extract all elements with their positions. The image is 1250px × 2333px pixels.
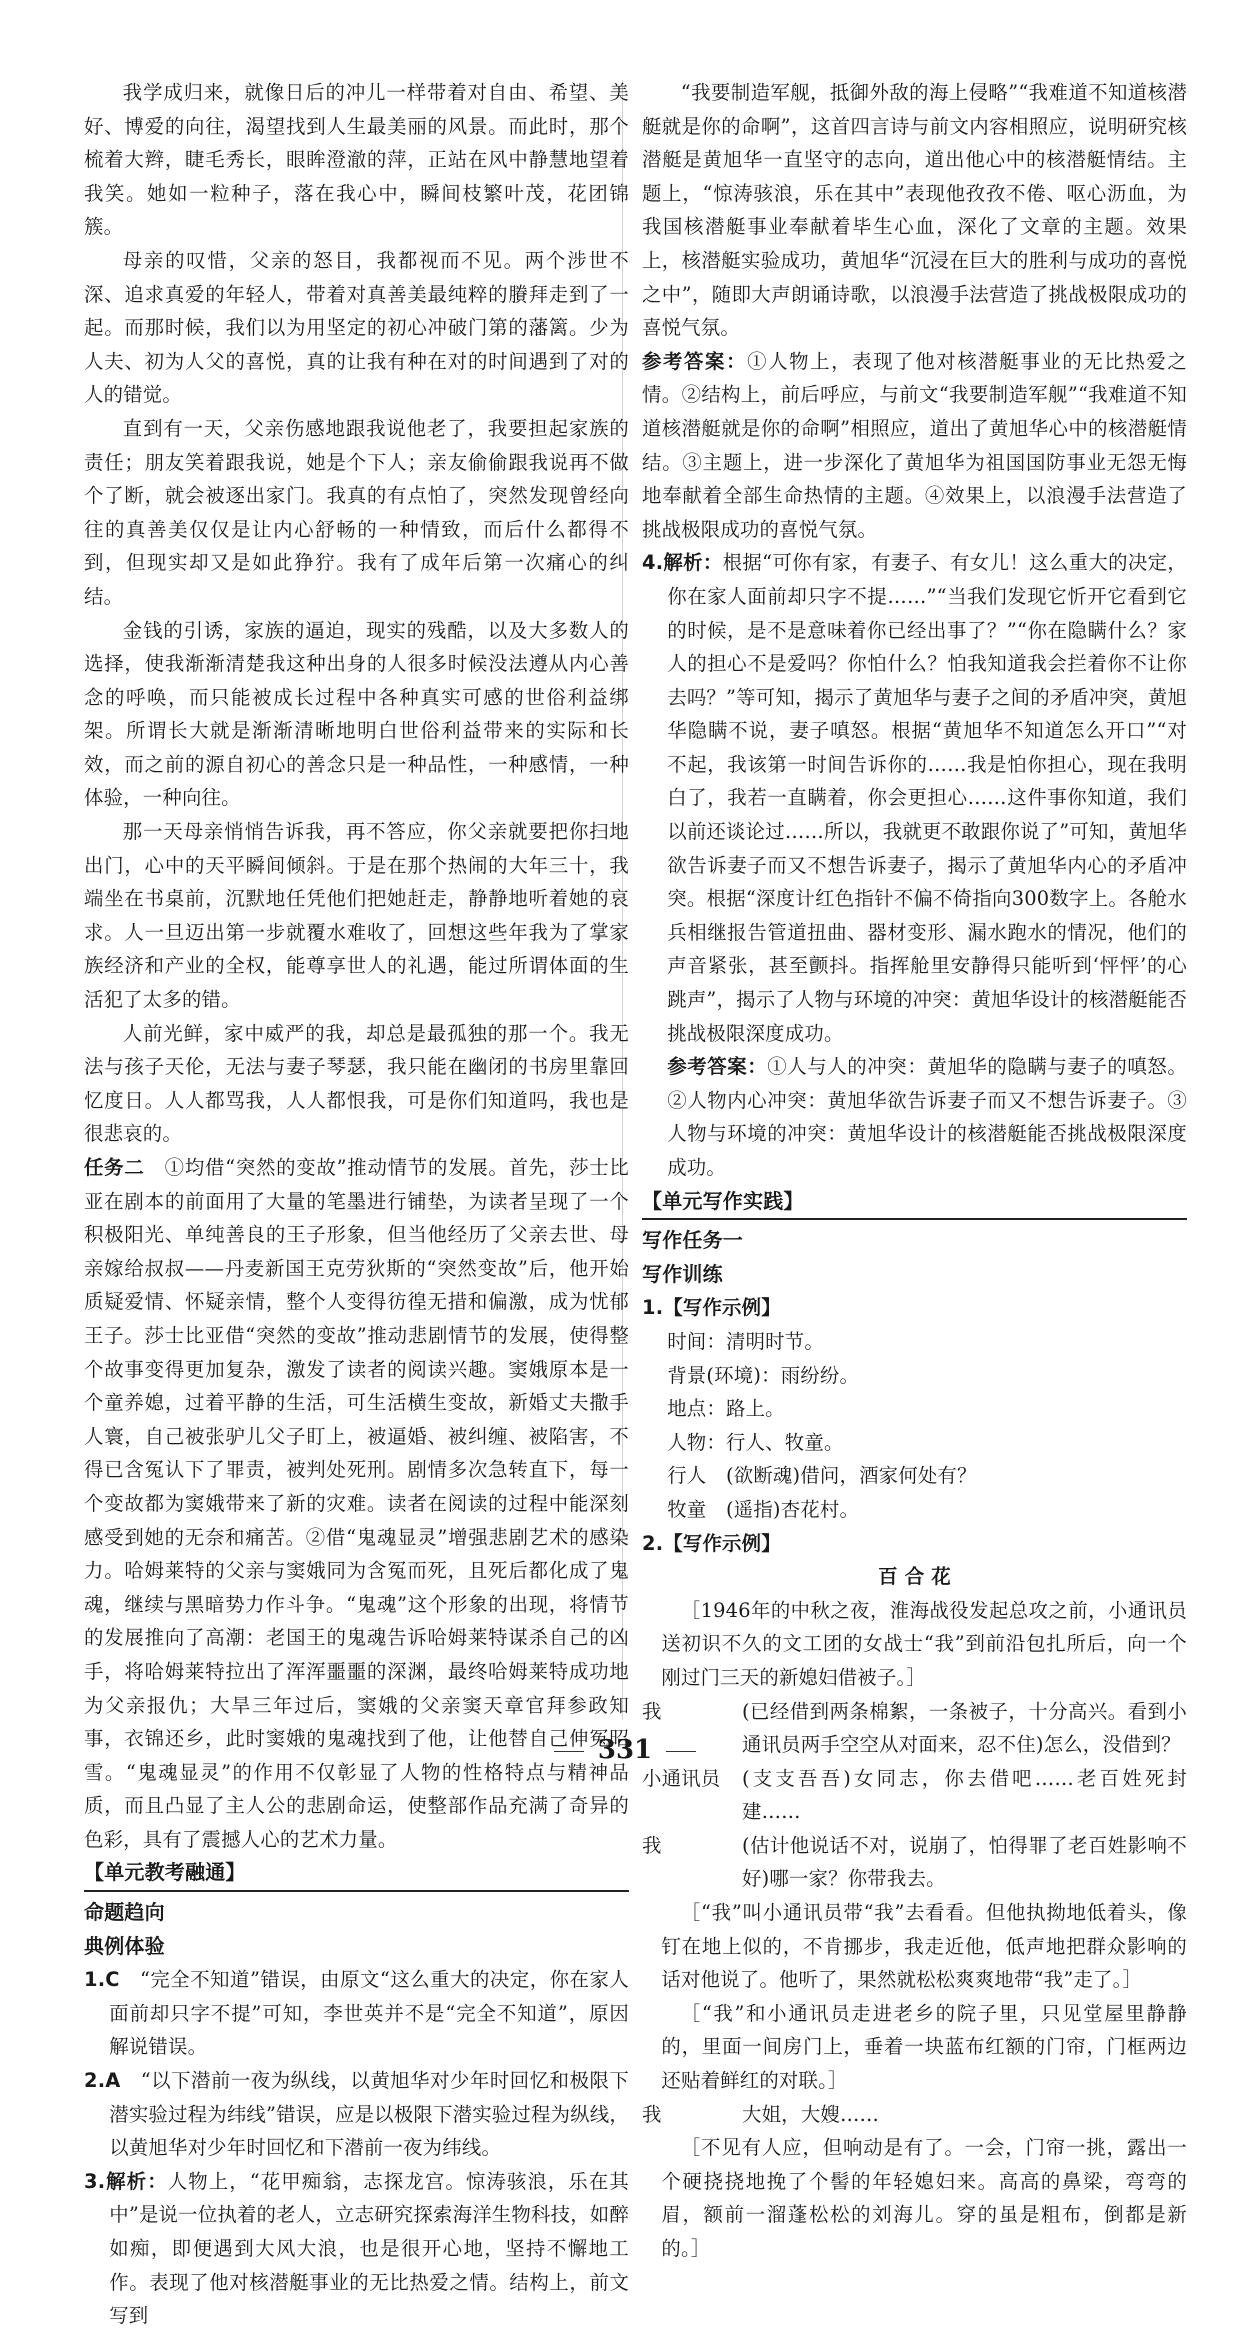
- left-column: [84, 76, 629, 2333]
- page-number-text: 331: [597, 1735, 653, 1765]
- task-heading: 写作任务一: [642, 1228, 743, 1253]
- script-title: 百 合 花: [878, 1565, 951, 1589]
- section-heading: 【单元写作实践】: [642, 1185, 1187, 1221]
- role-name: 小通讯员: [642, 1766, 721, 1790]
- answer-item-1: [84, 1963, 629, 2064]
- answer-item-4: [642, 546, 1187, 1050]
- example-line: 行人 (欲断魂)借问，酒家何处有？: [667, 1464, 977, 1488]
- example-line: 地点：路上。: [667, 1397, 785, 1421]
- reference-label: 参考答案：: [642, 349, 748, 373]
- answer-item-2: [84, 2064, 629, 2165]
- role-text: (支支吾吾)女同志，你去借吧……老百姓死封建……: [742, 1766, 1187, 1824]
- story-paragraph: 母亲的叹惜，父亲的怒目，我都视而不见。两个涉世不深、追求真爱的年轻人，带着对真善美最纯粹的賸拜走到了一起。而那时候，我们以为用坚定的初心冲破门第的藩篱。少为人夫、初为人父的喜悦，真的让我有种在对的时间遇到了对的人的错觉。: [84, 248, 629, 407]
- stage-direction: ［“我”叫小通讯员带“我”去看看。但他执拗地低着头，像钉在地上似的，不肯挪步，我走近他，低声地把群众影响的话对他说了。他听了，果然就松松爽爽地带“我”走了。］: [661, 1901, 1187, 1992]
- reference-label: 参考答案：: [667, 1055, 768, 1079]
- item-number: 4.: [642, 551, 664, 575]
- story-paragraph: 那一天母亲悄悄告诉我，再不答应，你父亲就要把你扫地出门，心中的天平瞬间倾斜。于是在那个热闹的大年三十，我端坐在书桌前，沉默地任凭他们把她赶走，静静地听着她的哀求。人一旦迈出第一步就覆水难收了，回想这些年我为了掌家族经济和产业的全权，能尊享世人的礼遇，能过所谓体面的生活犯了太多的错。: [84, 820, 629, 1012]
- task2-label: 任务二: [84, 1156, 145, 1179]
- role-text: (估计他说话不对，说崩了，怕得罪了老百姓影响不好)哪一家？你带我去。: [742, 1833, 1187, 1891]
- item-text: 人物上，“花甲痴翁，志探龙宫。惊涛骇浪，乐在其中”是说一位执着的老人，立志研究探索海洋生物科技，如醉如痴，即便遇到大风大浪，也是很开心地，坚持不懈地工作。表现了他对核潜艇事业的无比热爱之情。结构上，前文写到: [109, 2169, 630, 2328]
- role-name: 我: [642, 1699, 662, 1723]
- answer-item-3: [84, 2165, 629, 2333]
- sub-heading-2: 典例体验: [84, 1933, 165, 1958]
- example-line: 牧童 (遥指)杏花村。: [667, 1497, 860, 1521]
- story-paragraph: 直到有一天，父亲伤感地跟我说他老了，我要担起家族的责任；朋友笑着跟我说，她是个下人；亲友偷偷跟我说再不做个了断，就会被逐出家门。我真的有点怕了，突然发现曾经向往的真善美仅仅是让内心舒畅的一种情致，而后什么都得不到，但现实却又是如此狰狞。我有了成年后第一次痛心的纠结。: [84, 416, 629, 608]
- sub-heading: 命题趋向: [84, 1900, 165, 1925]
- item-text: 根据“可你有家，有妻子、有女儿！这么重大的决定，你在家人面前却只字不提……”“当我们发现它忻开它看到它的时候，是不是意味着你已经出事了？”“你在隐瞒什么？家人的担心不是爱吗？你怕什么？怕我知道我会拦着你不让你去吗？”等可知，揭示了黄旭华与妻子之间的矛盾冲突，黄旭华隐瞒不说，妻子嗔怒。根据“黄旭华不知道怎么开口”“对不起，我该第一时间告诉你的……我是怕你担心，现在我明白了，我若一直瞒着，你会更担心……这件事你知道，我们以前还谈论过……所以，我就更不敢跟你说了”可知，黄旭华欲告诉妻子而又不想告诉妻子，揭示了黄旭华内心的矛盾冲突。根据“深度计红色指针不偏不倚指向300数字上。各舱水兵相继报告管道扭曲、器材变形、漏水跑水的情况，他们的声音紧张，甚至颤抖。指挥舱里安静得只能听到‘怦怦’的心跳声”，揭示了人物与环境的冲突：黄旭华设计的核潜艇能否挑战极限深度成功。: [667, 551, 1187, 1045]
- item-answer: C: [105, 1968, 120, 1992]
- item-number: 2.: [84, 2069, 106, 2093]
- reference-answer-4: [642, 1050, 1187, 1184]
- example-line: 背景(环境)：雨纷纷。: [667, 1363, 860, 1387]
- story-paragraph: 我学成归来，就像日后的冲儿一样带着对自由、希望、美好、博爱的向往，渴望找到人生最美丽的风景。而此时，那个梳着大辫，睫毛秀长，眼眸澄澈的萍，正站在风中静慧地望着我笑。她如一粒种子，落在我心中，瞬间枝繁叶茂，花团锦簇。: [84, 81, 629, 239]
- role-text: (已经借到两条棉絮，一条被子，十分高兴。看到小通讯员两手空空从对面来，忍不住)怎么，没借到？: [742, 1699, 1187, 1757]
- analysis-continued: “我要制造军舰，抵御外敌的海上侵略”“我难道不知道核潜艇就是你的命啊”，这首四言诗与前文内容相照应，说明研究核潜艇是黄旭华一直坚守的志向，道出他心中的核潜艇情结。主题上，“惊涛骇浪，乐在其中”表现他孜孜不倦、呕心沥血，为我国核潜艇事业奉献着毕生心血，深化了文章的主题。效果上，核潜艇实验成功，黄旭华“沉浸在巨大的胜利与成功的喜悦之中”，随即大声朗诵诗歌，以浪漫手法营造了挑战极限成功的喜悦气氛。: [642, 81, 1187, 340]
- item-number: 3.: [84, 2169, 106, 2193]
- item-answer: 解析：: [105, 2169, 168, 2193]
- role-name: 我: [642, 1833, 662, 1857]
- item-text: “完全不知道”错误，由原文“这么重大的决定，你在家人面前却只字不提”可知，李世英并不是“完全不知道”，原因解说错误。: [109, 1968, 629, 2059]
- story-paragraph: 人前光鲜，家中威严的我，却总是最孤独的那一个。我无法与孩子天伦，无法与妻子琴瑟，我只能在幽闭的书房里靠回忆度日。人人都骂我，人人都恨我，可是你们知道吗，我也是很悲哀的。: [84, 1021, 629, 1146]
- stage-direction: ［不见有人应，但响动是有了。一会，门帘一挑，露出一个硬挠挠地挽了个髻的年轻媳妇来。高高的鼻梁，弯弯的眉，额前一溜蓬松松的刘海儿。穿的虽是粗布，倒都是新的。］: [661, 2136, 1187, 2260]
- role-text: 大姐，大嫂……: [742, 2102, 880, 2126]
- example-line: 人物：行人、牧童。: [667, 1430, 844, 1454]
- analysis-label: 解析：: [663, 551, 723, 575]
- dialogue-line: [642, 1829, 1187, 1896]
- dialogue-line: [642, 1762, 1187, 1829]
- reference-answer-3: [642, 345, 1187, 547]
- story-paragraph: 金钱的引诱，家族的逼迫，现实的残酷，以及大多数人的选择，使我渐渐清楚我这种出身的人很多时候没法遵从内心善念的呼唤，而只能被成长过程中各种真实可感的世俗利益绑架。所谓长大就是渐渐清晰地明白世俗利益带来的实际和长效，而之前的源自初心的善念只是一种品性，一种感情，一种体验，一种向往。: [84, 618, 629, 810]
- stage-direction: ［1946年的中秋之夜，淮海战役发起总攻之前，小通讯员送初识不久的文工团的女战士“我”到前沿包扎所后，向一个刚过门三天的新媳妇借被子。］: [661, 1598, 1187, 1689]
- page-number: [0, 1735, 1250, 1765]
- section-heading: 【单元教考融通】: [84, 1856, 629, 1892]
- dialogue-line: [642, 2098, 1187, 2132]
- stage-direction: ［“我”和小通讯员走进老乡的院子里，只见堂屋里静静的，里面一间房门上，垂着一块蓝布红额的门帘，门框两边还贴着鲜红的对联。］: [661, 2001, 1187, 2093]
- example-2-label: 2.【写作示例】: [642, 1531, 781, 1555]
- example-1-label: 1.【写作示例】: [642, 1296, 781, 1320]
- right-column: [642, 76, 1187, 2266]
- reference-text: ①人与人的冲突：黄旭华的隐瞒与妻子的嗔怒。②人物内心冲突：黄旭华欲告诉妻子而又不想告诉妻子。③人物与环境的冲突：黄旭华设计的核潜艇能否挑战极限深度成功。: [667, 1055, 1188, 1179]
- item-text: “以下潜前一夜为纵线，以黄旭华对少年时回忆和极限下潜实验过程为纬线”错误，应是以极限下潜实验过程为纵线，以黄旭华对少年时回忆和下潜前一夜为纬线。: [109, 2069, 629, 2160]
- item-number: 1.: [84, 1968, 106, 1992]
- example-line: 时间：清明时节。: [667, 1329, 824, 1353]
- reference-text: ①人物上，表现了他对核潜艇事业的无比热爱之情。②结构上，前后呼应，与前文“我要制造军舰”“我难道不知道核潜艇就是你的命啊”相照应，道出了黄旭华心中的核潜艇情结。③主题上，进一步深化了黄旭华为祖国国防事业无怨无悔地奉献着全部生命热情的主题。④效果上，以浪漫手法营造了挑战极限成功的喜悦气氛。: [642, 349, 1188, 541]
- role-name: 我: [642, 2102, 662, 2126]
- item-answer: A: [105, 2069, 121, 2093]
- task2-text: ①均借“突然的变故”推动情节的发展。首先，莎士比亚在剧本的前面用了大量的笔墨进行铺垫，为读者呈现了一个积极阳光、单纯善良的王子形象，但当他经历了父亲去世、母亲嫁给叔叔——丹麦新国王克劳狄斯的“突然变故”后，他开始质疑爱情、怀疑亲情，整个人变得彷徨无措和偏激，成为忧郁王子。莎士比亚借“突然的变故”推动悲剧情节的发展，使得整个故事变得更加复杂，激发了读者的阅读兴趣。窦娥原本是一个童养媳，过着平静的生活，可生活横生变故，新婚丈夫撒手人寰，自己被张驴儿父子盯上，被逼婚、被纠缠、被陷害，不得已含冤认下了罪责，被判处死刑。剧情多次急转直下，每一个变故都为窦娥带来了新的灾难。读者在阅读的过程中能深刻感受到她的无奈和痛苦。②借“鬼魂显灵”增强悲剧艺术的感染力。哈姆莱特的父亲与窦娥同为含冤而死，且死后都化成了鬼魂，继续与黑暗势力作斗争。“鬼魂”这个形象的出现，将情节的发展推向了高潮：老国王的鬼魂告诉哈姆莱特谋杀自己的凶手，将哈姆莱特拉出了浑浑噩噩的深渊，最终哈姆莱特成功地为父亲报仇；大旱三年过后，窦娥的父亲窦天章官拜参政知事，衣锦还乡，此时窦娥的鬼魂找到了他，让他替自己伸冤昭雪。“鬼魂显灵”的作用不仅彰显了人物的性格特点与精神品质，而且凸显了主人公的悲剧命运，使整部作品充满了奇异的色彩，具有了震撼人心的艺术力量。: [84, 1156, 629, 1851]
- training-heading: 写作训练: [642, 1261, 723, 1286]
